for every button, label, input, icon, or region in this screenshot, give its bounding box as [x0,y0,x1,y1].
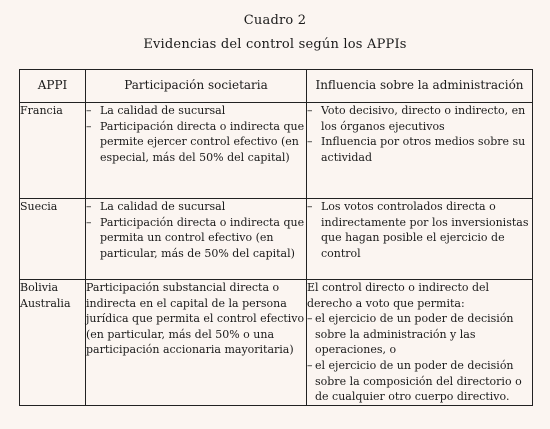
header-influencia: Influencia sobre la administración [307,70,533,103]
participacion-cell [86,199,307,280]
list-item: – el ejercicio de un poder de decisión sobre la composición del directorio o de cualquier otro cuerpo directivo. [307,358,532,405]
table-header-row [20,70,533,103]
country-name: Australia [20,296,71,310]
participacion-list [86,103,306,165]
participacion-list [86,199,306,261]
influencia-list [307,199,532,261]
list-item: – el ejercicio de un poder de decisión sobre la administración y las operaciones, o [307,311,532,358]
header-participacion: Participación societaria [86,70,307,103]
table-row-suecia [20,199,533,280]
country-name: Francia [20,104,63,117]
table-caption-title: Cuadro 2 [243,13,307,28]
list-item: – La calidad de sucursal [86,199,306,215]
table-caption-subtitle: Evidencias del control según los APPIs [143,37,407,52]
influencia-list [307,311,532,405]
country-cell [20,103,86,199]
table-row-francia [20,103,533,199]
appi-control-table [19,69,533,406]
list-item: – Voto decisivo, directo o indirecto, en los órganos ejecutivos [307,103,532,134]
country-name: Bolivia [20,281,59,294]
header-appi: APPI [20,70,86,103]
participacion-text: Participación substancial directa o indirecta en el capital de la persona jurídica que permita el control efectivo (en particular, más del 50% o una participación accionaria mayoritaria) [86,281,305,357]
country-cell [20,199,86,280]
list-item: – Influencia por otros medios sobre su actividad [307,134,532,165]
list-item: – Participación directa o indirecta que permita un control efectivo (en particular, más de 50% del capital) [86,215,306,262]
participacion-cell [86,280,307,406]
country-name: Suecia [20,200,58,213]
influencia-list [307,103,532,165]
country-cell [20,280,86,406]
list-item: – Los votos controlados directa o indirectamente por los inversionistas que hagan posible el ejercicio de control [307,199,532,261]
influencia-cell [307,199,533,280]
influencia-cell [307,103,533,199]
influencia-cell [307,280,533,406]
participacion-cell [86,103,307,199]
list-item: – La calidad de sucursal [86,103,306,119]
table-row-bolivia-australia [20,280,533,406]
influencia-intro: El control directo o indirecto del derecho a voto que permita: [307,281,490,310]
list-item: – Participación directa o indirecta que permite ejercer control efectivo (en especial, más del 50% del capital) [86,119,306,166]
